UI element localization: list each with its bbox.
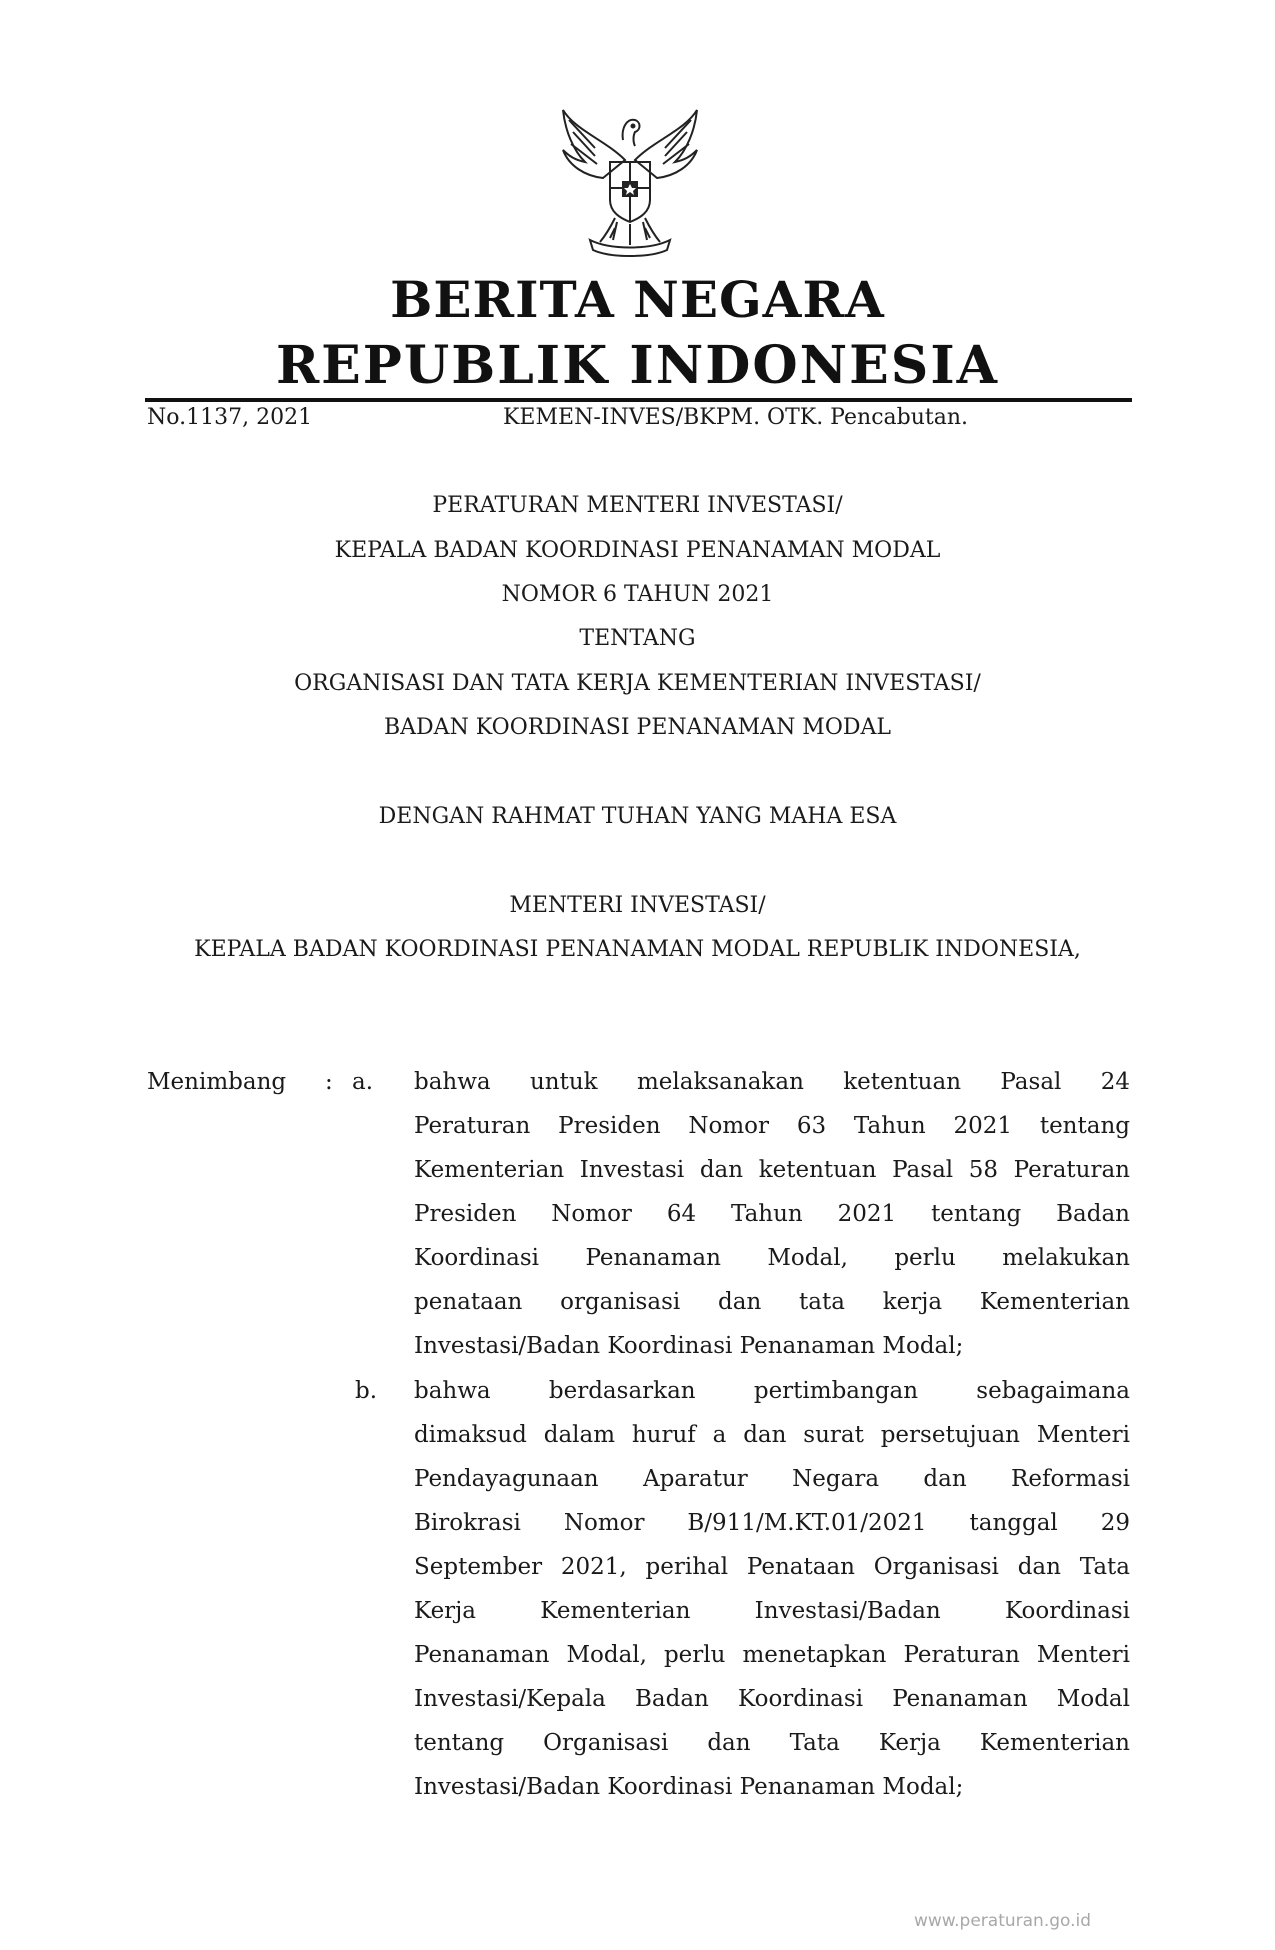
garuda-emblem-icon: [555, 100, 705, 260]
paragraph-line: dimaksud dalam huruf a dan surat persetujuan Menteri: [414, 1422, 1130, 1448]
paragraph-line: Presiden Nomor 64 Tahun 2021 tentang Badan: [414, 1201, 1130, 1227]
paragraph-line: Investasi/Badan Koordinasi Penanaman Modal;: [414, 1333, 964, 1359]
title-line: NOMOR 6 TAHUN 2021: [501, 582, 774, 607]
paragraph-line: bahwa berdasarkan pertimbangan sebagaimana: [414, 1378, 1130, 1404]
paragraph-line: Koordinasi Penanaman Modal, perlu melakukan: [414, 1245, 1130, 1271]
masthead-title-line2: REPUBLIK INDONESIA: [275, 335, 1000, 396]
title-line: TENTANG: [579, 626, 696, 651]
paragraph-line: Kementerian Investasi dan ketentuan Pasal 58 Peraturan: [414, 1157, 1130, 1183]
title-line: PERATURAN MENTERI INVESTASI/: [432, 493, 843, 518]
paragraph-line: Peraturan Presiden Nomor 63 Tahun 2021 tentang: [414, 1113, 1130, 1139]
item-letter: b.: [355, 1378, 378, 1404]
paragraph-line: Kerja Kementerian Investasi/Badan Koordinasi: [414, 1598, 1130, 1624]
paragraph-line: Pendayagunaan Aparatur Negara dan Reformasi: [414, 1466, 1130, 1492]
paragraph-line: bahwa untuk melaksanakan ketentuan Pasal 24: [414, 1069, 1130, 1095]
considering-colon: :: [325, 1069, 333, 1095]
paragraph-line: Investasi/Badan Koordinasi Penanaman Modal;: [414, 1774, 964, 1800]
footer-url: www.peraturan.go.id: [914, 1911, 1092, 1931]
paragraph-line: Birokrasi Nomor B/911/M.KT.01/2021 tanggal 29: [414, 1510, 1130, 1536]
gazette-number: No.1137, 2021: [147, 405, 313, 430]
title-line: KEPALA BADAN KOORDINASI PENANAMAN MODAL: [334, 538, 941, 563]
paragraph-line: September 2021, perihal Penataan Organisasi dan Tata: [414, 1554, 1130, 1580]
masthead-divider: [145, 398, 1132, 402]
considering-item-a: [414, 1060, 1130, 1368]
paragraph-line: penataan organisasi dan tata kerja Kementerian: [414, 1289, 1130, 1315]
paragraph-line: Investasi/Kepala Badan Koordinasi Penanaman Modal: [414, 1686, 1130, 1712]
paragraph-line: tentang Organisasi dan Tata Kerja Kementerian: [414, 1730, 1130, 1756]
issuer-line: KEPALA BADAN KOORDINASI PENANAMAN MODAL REPUBLIK INDONESIA,: [194, 937, 1081, 962]
considering-label: Menimbang: [147, 1069, 287, 1095]
issuer-line: MENTERI INVESTASI/: [509, 893, 766, 918]
blessing-line: DENGAN RAHMAT TUHAN YANG MAHA ESA: [378, 804, 897, 829]
title-line: BADAN KOORDINASI PENANAMAN MODAL: [383, 715, 892, 740]
item-letter: a.: [352, 1069, 374, 1095]
masthead-title-line1: BERITA NEGARA: [390, 270, 885, 329]
paragraph-line: Penanaman Modal, perlu menetapkan Peraturan Menteri: [414, 1642, 1130, 1668]
title-line: ORGANISASI DAN TATA KERJA KEMENTERIAN INVESTASI/: [294, 671, 981, 696]
considering-item-b: [414, 1369, 1130, 1809]
gazette-code: KEMEN-INVES/BKPM. OTK. Pencabutan.: [503, 405, 968, 430]
